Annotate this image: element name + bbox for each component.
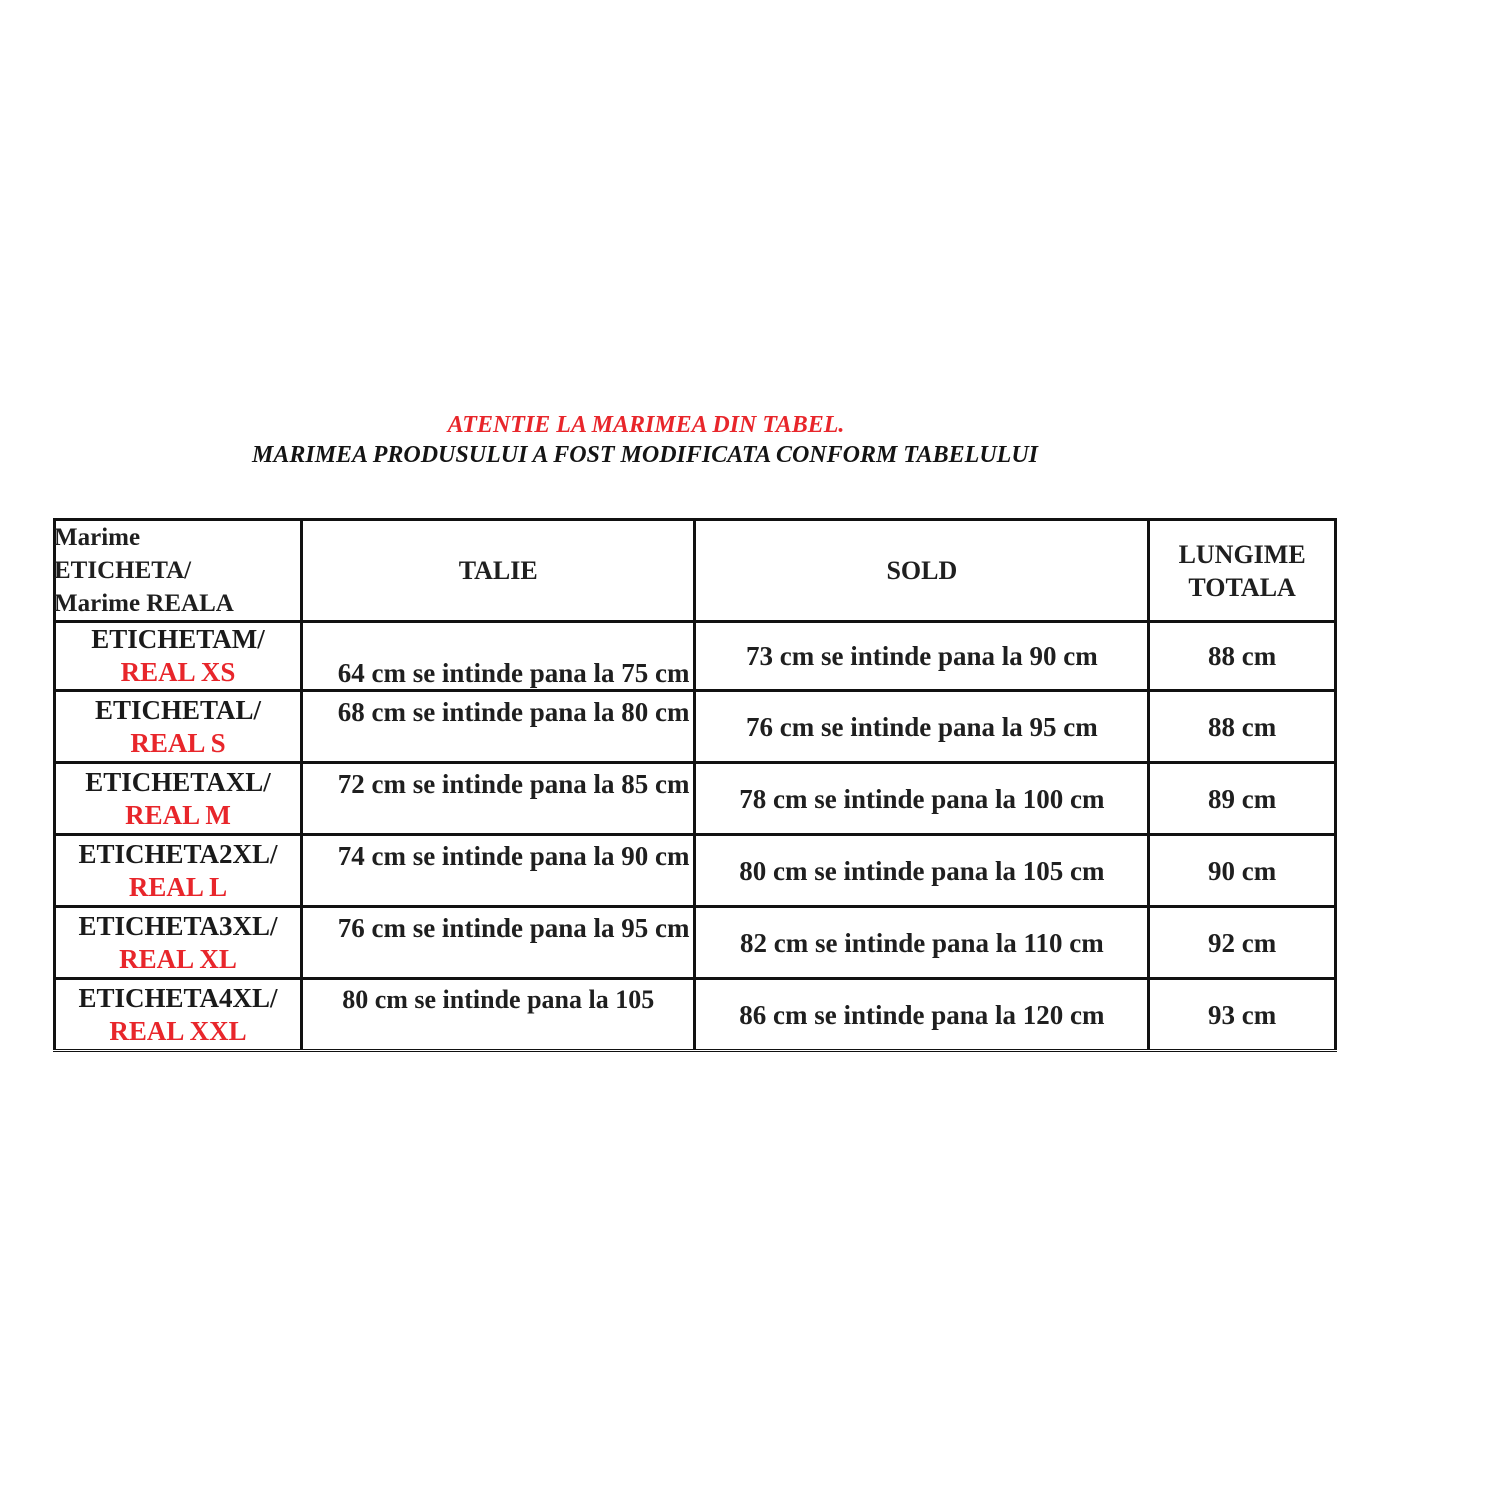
table-row (55, 835, 1336, 907)
size-cell (55, 622, 302, 691)
header-talie: TALIE (301, 520, 695, 622)
size-cell (55, 979, 302, 1051)
header-size-line1: Marime (54, 524, 141, 551)
sold-cell: 82 cm se intinde pana la 110 cm (695, 907, 1149, 979)
table-header-row (55, 520, 1336, 622)
talie-cell: 72 cm se intinde pana la 85 cm (301, 763, 695, 835)
size-cell (55, 691, 302, 763)
sold-cell: 86 cm se intinde pana la 120 cm (695, 979, 1149, 1051)
notice-warning: ATENTIE LA MARIMEA DIN TABEL. (447, 412, 845, 438)
header-size-line2: ETICHETA/ (54, 557, 192, 584)
talie-cell: 64 cm se intinde pana la 75 cm (301, 622, 695, 691)
header-size-line3: Marime REALA (54, 590, 234, 617)
real-size: REAL XL (119, 943, 237, 974)
table-row (55, 622, 1336, 691)
lungime-cell: 88 cm (1149, 622, 1336, 691)
header-lungime-line2: TOTALA (1188, 572, 1296, 602)
sold-cell: 76 cm se intinde pana la 95 cm (695, 691, 1149, 763)
label-size: ETICHETAL/ (94, 694, 261, 725)
notice-subtitle: MARIMEA PRODUSULUI A FOST MODIFICATA CONFORM TABELULUI (252, 442, 1038, 468)
header-sold: SOLD (695, 520, 1149, 622)
size-cell (55, 907, 302, 979)
label-size: ETICHETAM/ (91, 624, 265, 654)
header-size (55, 520, 302, 622)
size-cell (55, 835, 302, 907)
talie-cell: 76 cm se intinde pana la 95 cm (301, 907, 695, 979)
table-row (55, 763, 1336, 835)
header-lungime (1149, 520, 1336, 622)
lungime-cell: 89 cm (1149, 763, 1336, 835)
label-size: ETICHETAXL/ (85, 766, 271, 797)
header-lungime-line1: LUNGIME (1178, 539, 1306, 569)
talie-cell: 68 cm se intinde pana la 80 cm (301, 691, 695, 763)
size-notice (0, 410, 1290, 470)
real-size: REAL XXL (109, 1015, 247, 1046)
lungime-cell: 88 cm (1149, 691, 1336, 763)
real-size: REAL XS (120, 657, 236, 687)
label-size: ETICHETA2XL/ (78, 838, 278, 869)
lungime-cell: 90 cm (1149, 835, 1336, 907)
label-size: ETICHETA3XL/ (78, 910, 278, 941)
label-size: ETICHETA4XL/ (78, 982, 278, 1013)
size-cell (55, 763, 302, 835)
size-chart-table (53, 518, 1337, 1052)
real-size: REAL L (128, 871, 228, 902)
table-row (55, 691, 1336, 763)
lungime-cell: 93 cm (1149, 979, 1336, 1051)
real-size: REAL M (125, 799, 231, 830)
table-row (55, 907, 1336, 979)
sold-cell: 80 cm se intinde pana la 105 cm (695, 835, 1149, 907)
table-row (55, 979, 1336, 1051)
sold-cell: 78 cm se intinde pana la 100 cm (695, 763, 1149, 835)
real-size: REAL S (130, 727, 226, 758)
talie-cell: 74 cm se intinde pana la 90 cm (301, 835, 695, 907)
sold-cell: 73 cm se intinde pana la 90 cm (695, 622, 1149, 691)
talie-cell: 80 cm se intinde pana la 105 (301, 979, 695, 1051)
lungime-cell: 92 cm (1149, 907, 1336, 979)
